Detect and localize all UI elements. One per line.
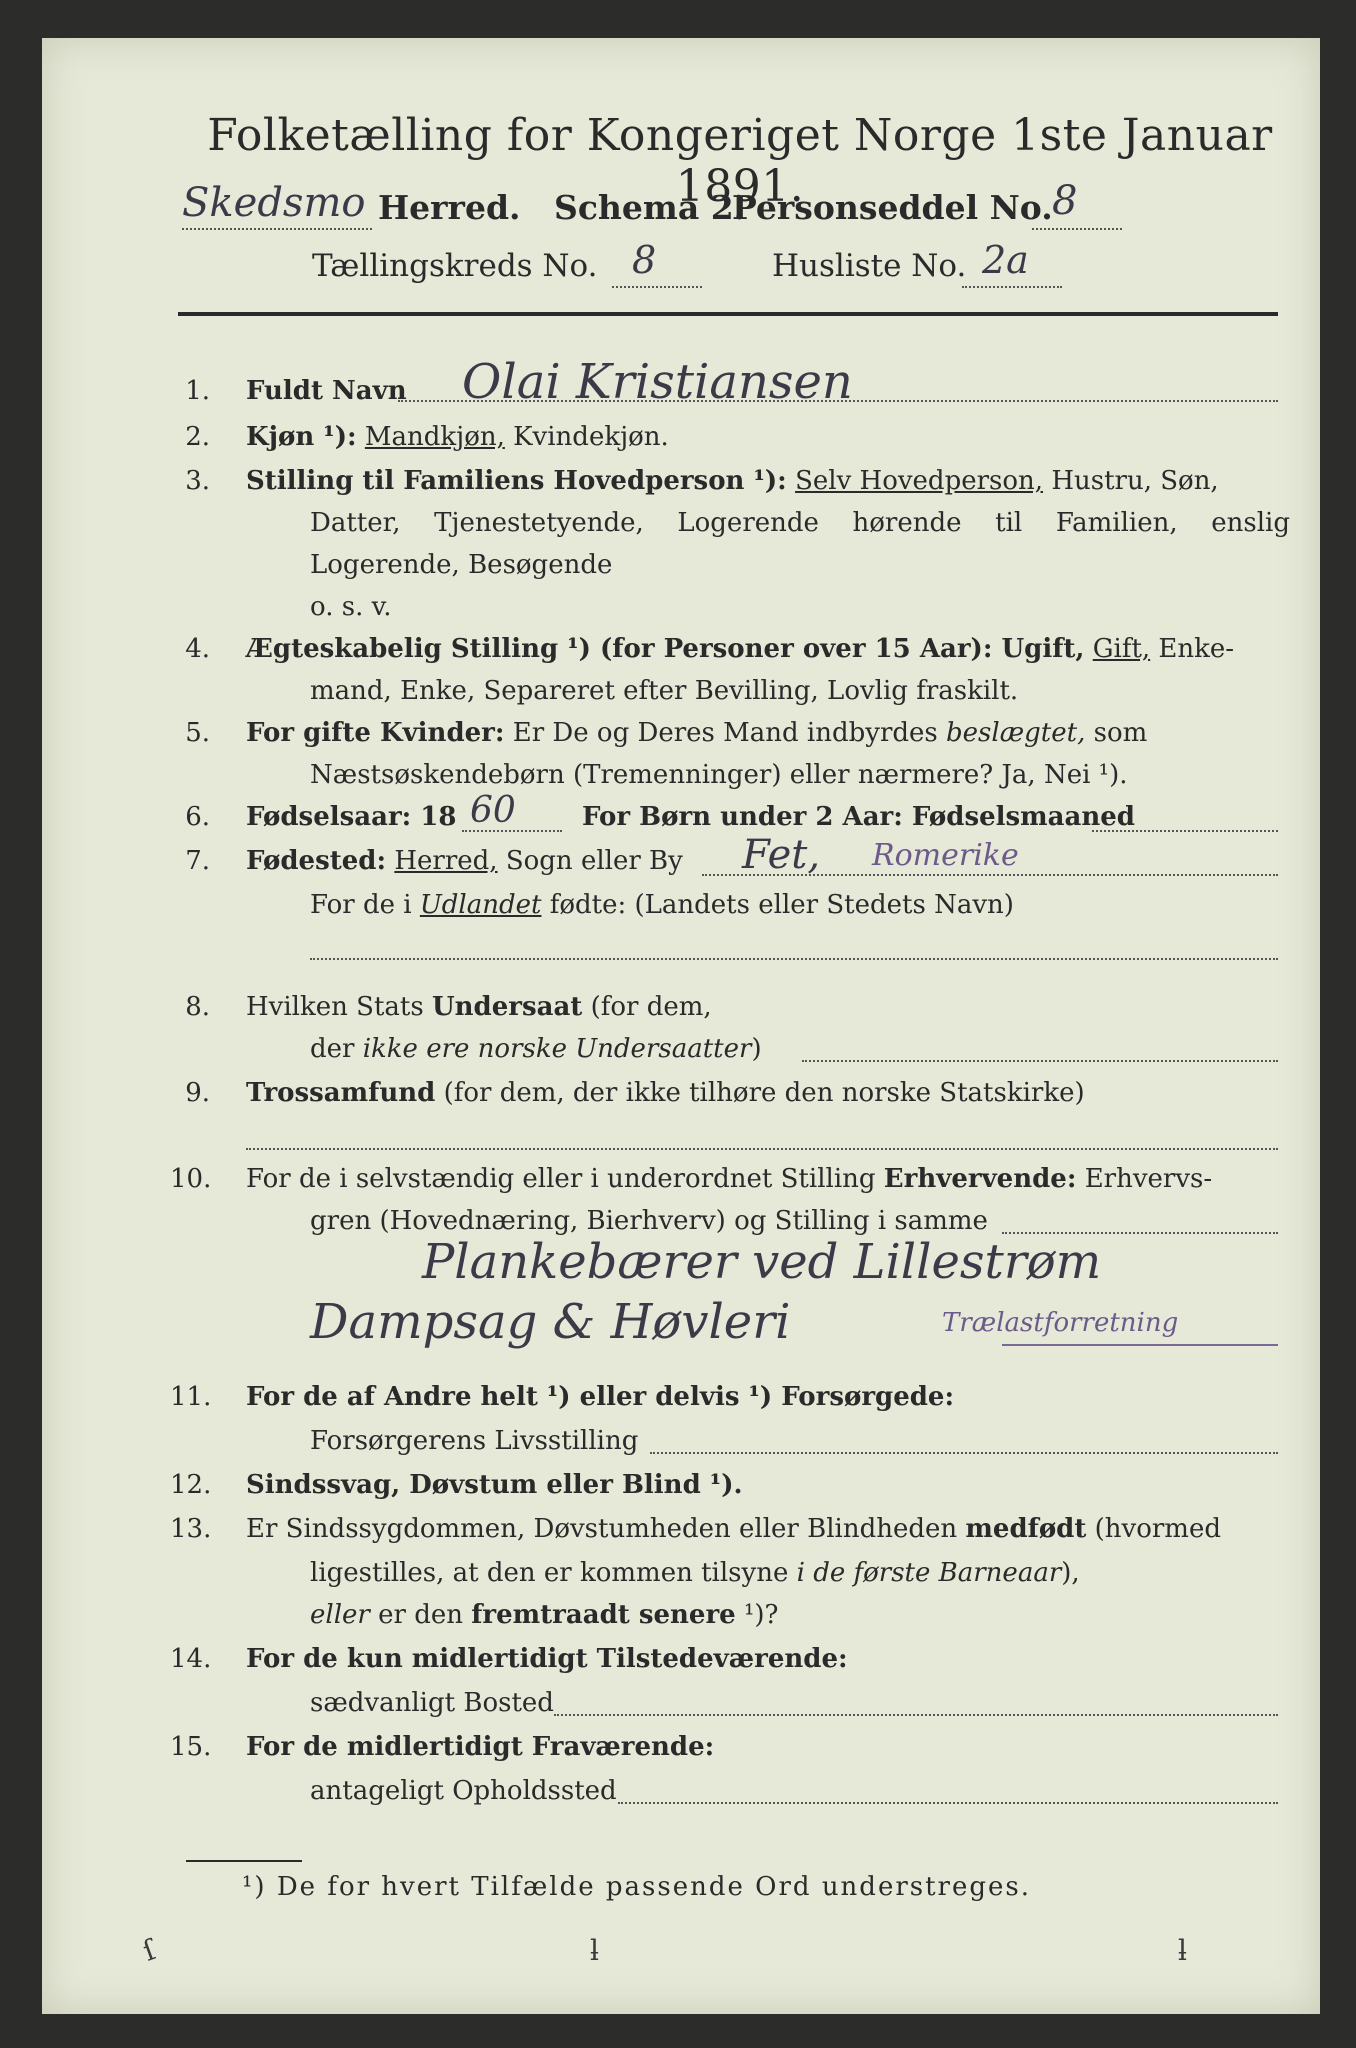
item-number: 11. bbox=[170, 1382, 212, 1412]
q3-rest: Hustru, Søn, bbox=[1051, 466, 1219, 496]
occupation-note-underline bbox=[1002, 1344, 1278, 1346]
q6-lead: Fødselsaar: 18 bbox=[246, 802, 457, 832]
kreds-dots bbox=[612, 286, 702, 288]
q8-line2-a: der bbox=[310, 1034, 355, 1064]
q13-line1 bbox=[246, 1514, 1221, 1544]
q6-dots bbox=[462, 830, 562, 832]
q11-line2: Forsørgerens Livsstilling bbox=[310, 1426, 639, 1456]
herred-value: Skedsmo bbox=[182, 180, 366, 226]
footnote: ¹) De for hvert Tilfælde passende Ord understreges. bbox=[242, 1872, 1032, 1902]
item-number: 4. bbox=[185, 634, 210, 664]
item-number: 9. bbox=[185, 1078, 210, 1108]
q8-line1 bbox=[246, 992, 712, 1022]
kreds-value: 8 bbox=[632, 238, 657, 282]
q13-line3-italic: eller bbox=[310, 1600, 370, 1630]
q13-line2 bbox=[310, 1558, 1080, 1588]
q3-option-selv: Selv Hovedperson, bbox=[795, 466, 1044, 496]
q2-option-mandkjon: Mandkjøn, bbox=[364, 422, 505, 452]
q7-rest: Sogn eller By bbox=[505, 846, 683, 876]
q8-lead: Hvilken Stats bbox=[246, 992, 424, 1022]
personseddel-value: 8 bbox=[1052, 178, 1078, 224]
q7-line1 bbox=[246, 846, 683, 876]
q15-dots bbox=[618, 1802, 1278, 1804]
q2-option-kvindekjon: Kvindekjøn. bbox=[513, 422, 669, 452]
q7-option-herred: Herred, bbox=[394, 846, 498, 876]
husliste-dots bbox=[962, 286, 1062, 288]
herred-dots bbox=[182, 228, 372, 230]
header-rule bbox=[178, 312, 1278, 316]
q8-line2 bbox=[310, 1034, 762, 1064]
q14-line1: For de kun midlertidigt Tilstedeværende: bbox=[246, 1644, 848, 1674]
q6-month-dots bbox=[1092, 830, 1278, 832]
occupation-answer-line1: Plankebærer ved Lillestrøm bbox=[422, 1234, 1102, 1290]
q11-line1: For de af Andre helt ¹) eller delvis ¹) Forsørgede: bbox=[246, 1382, 955, 1412]
q6-rest: For Børn under 2 Aar: Fødselsmaaned bbox=[582, 802, 1135, 832]
name-answer: Olai Kristiansen bbox=[462, 354, 853, 410]
q8-dots bbox=[802, 1060, 1278, 1062]
q5-end: som bbox=[1093, 718, 1148, 748]
q1-label: Fuldt Navn bbox=[246, 376, 407, 406]
q10-end: Erhvervs- bbox=[1084, 1164, 1213, 1194]
personseddel-label: Personseddel No. bbox=[732, 188, 1053, 227]
q7-line2-italic: Udlandet bbox=[419, 890, 542, 920]
q10-line1 bbox=[246, 1164, 1212, 1194]
q13-line3-a: er den bbox=[378, 1600, 463, 1630]
q14-line2: sædvanligt Bosted bbox=[310, 1688, 554, 1718]
q5-mid: Er De og Deres Mand indbyrdes bbox=[512, 718, 938, 748]
q15-line2: antageligt Opholdssted bbox=[310, 1776, 617, 1806]
q5-line2: Næstsøskendebørn (Tremenninger) eller nærmere? Ja, Nei ¹). bbox=[310, 760, 1128, 790]
q12-text: Sindssvag, Døvstum eller Blind ¹). bbox=[246, 1470, 743, 1500]
occupation-answer-note: Trælastforretning bbox=[942, 1308, 1179, 1338]
item-number: 6. bbox=[185, 802, 210, 832]
birthplace-region-answer: Romerike bbox=[872, 838, 1019, 873]
pen-mark: ƚ bbox=[1178, 1934, 1187, 1967]
q10-bold: Erhvervende: bbox=[883, 1164, 1077, 1194]
item-number: 13. bbox=[170, 1514, 212, 1544]
q2-text bbox=[246, 422, 669, 452]
item-number: 2. bbox=[185, 422, 210, 452]
q3-line2: Datter, Tjenestetyende, Logerende hørende til Familien, enslig bbox=[310, 508, 1290, 538]
q10-lead: For de i selvstændig eller i underordnet Stilling bbox=[246, 1164, 876, 1194]
q13-end: (hvormed bbox=[1094, 1514, 1221, 1544]
item-number: 3. bbox=[185, 466, 210, 496]
q9-line1 bbox=[246, 1078, 1286, 1108]
item-number: 10. bbox=[170, 1164, 212, 1194]
q5-lead: For gifte Kvinder: bbox=[246, 718, 505, 748]
q8-bold: Undersaat bbox=[431, 992, 583, 1022]
personseddel-dots bbox=[1032, 228, 1122, 230]
husliste-value: 2a bbox=[982, 238, 1029, 282]
kreds-label: Tællingskreds No. bbox=[312, 248, 598, 284]
q13-line3-c: ¹)? bbox=[743, 1600, 779, 1630]
q9-bold: Trossamfund bbox=[246, 1078, 436, 1108]
q15-line1: For de midlertidigt Fraværende: bbox=[246, 1732, 715, 1762]
q9-rest: (for dem, der ikke tilhøre den norske Statskirke) bbox=[443, 1078, 1085, 1108]
census-form-page bbox=[42, 38, 1320, 2014]
q2-lead: Kjøn ¹): bbox=[246, 422, 357, 452]
q3-line1 bbox=[246, 466, 1286, 496]
item-number: 1. bbox=[185, 376, 210, 406]
q8-line2-italic: ikke ere norske Undersaatter bbox=[362, 1034, 752, 1064]
q9-dots bbox=[246, 1148, 1278, 1150]
q7-foreign-dots bbox=[310, 958, 1278, 960]
q4-line1 bbox=[246, 634, 1234, 664]
q5-line1 bbox=[246, 718, 1147, 748]
q13-line3 bbox=[310, 1600, 778, 1630]
q7-line2 bbox=[310, 890, 1014, 920]
q11-dots bbox=[650, 1452, 1278, 1454]
pen-mark: ƚ bbox=[590, 1934, 599, 1967]
q7-lead: Fødested: bbox=[246, 846, 387, 876]
q3-line3: Logerende, Besøgende bbox=[310, 550, 613, 580]
q7-line2-a: For de i bbox=[310, 890, 412, 920]
q13-line2-close: ), bbox=[1061, 1558, 1080, 1588]
birthplace-answer: Fet, bbox=[742, 832, 821, 878]
q3-line4: o. s. v. bbox=[310, 592, 392, 622]
q13-line2-a: ligestilles, at den er kommen tilsyne bbox=[310, 1558, 789, 1588]
q5-italic: beslægtet, bbox=[946, 718, 1086, 748]
q13-bold: medfødt bbox=[965, 1514, 1087, 1544]
pen-mark: ſ bbox=[138, 1933, 160, 1968]
q3-lead: Stilling til Familiens Hovedperson ¹): bbox=[246, 466, 787, 496]
form-title: Folketælling for Kongeriget Norge 1ste Januar 1891. bbox=[207, 110, 1273, 212]
q8-rest: (for dem, bbox=[590, 992, 712, 1022]
footnote-rule bbox=[186, 1860, 302, 1862]
q8-close-paren: ) bbox=[751, 1034, 762, 1064]
item-number: 5. bbox=[185, 718, 210, 748]
birth-year-answer: 60 bbox=[470, 790, 516, 831]
q13-lead: Er Sindssygdommen, Døvstumheden eller Blindheden bbox=[246, 1514, 958, 1544]
q4-lead: Ægteskabelig Stilling ¹) (for Personer over 15 Aar): Ugift, bbox=[246, 634, 1085, 664]
item-number: 15. bbox=[170, 1732, 212, 1762]
q13-line2-italic: i de første Barneaar bbox=[796, 1558, 1062, 1588]
q13-line3-bold: fremtraadt senere bbox=[471, 1600, 736, 1630]
q4-rest: Enke- bbox=[1158, 634, 1235, 664]
herred-label: Herred. bbox=[378, 188, 521, 227]
schema-label: Schema 2. bbox=[554, 188, 746, 227]
item-number: 14. bbox=[170, 1644, 212, 1674]
q10-line2: gren (Hovednæring, Bierhverv) og Stilling i samme bbox=[310, 1206, 988, 1236]
item-number: 8. bbox=[185, 992, 210, 1022]
q4-option-gift: Gift, bbox=[1092, 634, 1151, 664]
q7-line2-b: fødte: (Landets eller Stedets Navn) bbox=[549, 890, 1014, 920]
item-number: 12. bbox=[170, 1470, 212, 1500]
item-number: 7. bbox=[185, 846, 210, 876]
husliste-label: Husliste No. bbox=[772, 248, 967, 284]
q4-line2: mand, Enke, Separeret efter Bevilling, Lovlig fraskilt. bbox=[310, 676, 1019, 706]
occupation-answer-line2: Dampsag & Høvleri bbox=[310, 1294, 791, 1350]
q14-dots bbox=[554, 1714, 1278, 1716]
